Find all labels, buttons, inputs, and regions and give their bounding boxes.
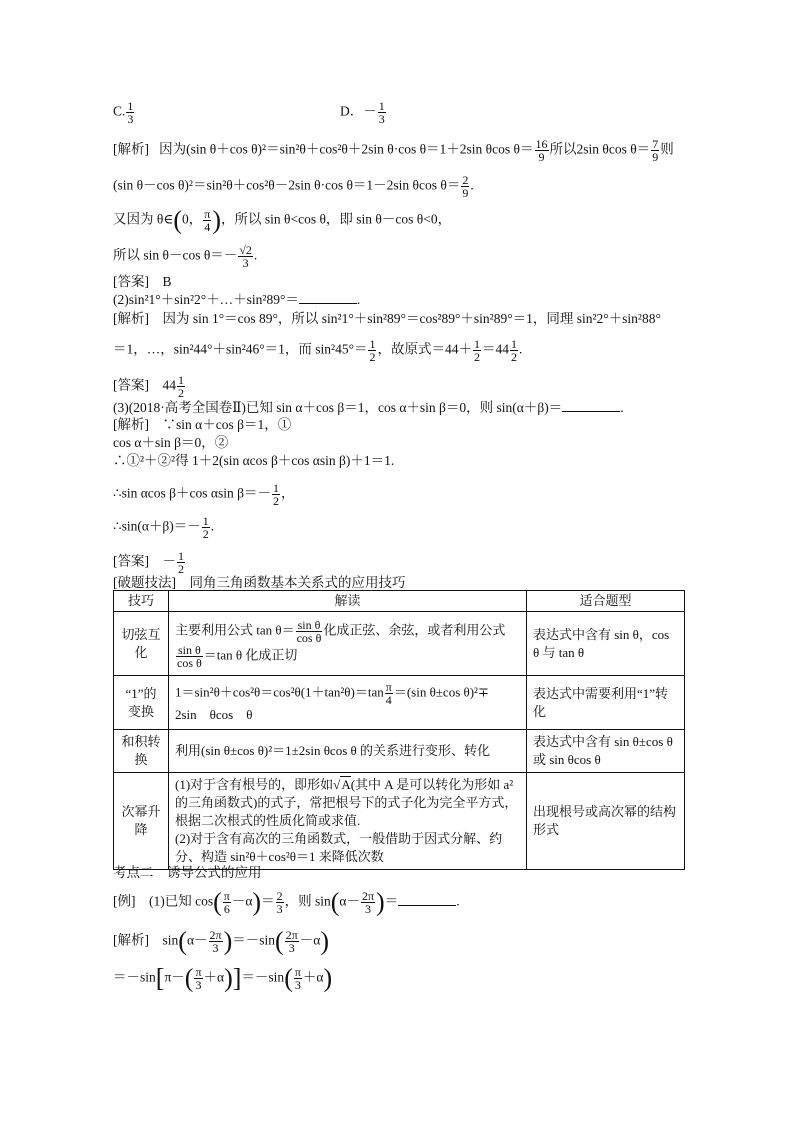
point2-example: [例] (1)已知 cos( $\frac{\pi}{6}$ －α)＝ $\frac{2}{3}$ ，则 sin(α－ $\frac{2\pi}{3}$ )＝ . xyxy=(113,887,460,917)
answer-tag: [答案] xyxy=(113,377,149,393)
ex2-analysis-line-2: ＝1，…，sin²44°＋sin²46°＝1，而 sin²45°＝ $\frac{1}{2}$ ，故原式＝44＋ $\frac{1}{2}$ ＝44 $\frac{1}{2}$ . xyxy=(113,337,523,364)
analysis-tag: [解析] xyxy=(113,141,149,157)
analysis-tag: [解析] xyxy=(113,932,149,948)
section-title: 考点二 诱导公式的应用 xyxy=(113,865,262,880)
table-row xyxy=(114,773,685,870)
ex2-analysis-line-1: [解析] 因为 sin 1°＝cos 89°，所以 sin²1°＋sin²89°＝cos²89°＋sin²89°＝1，同理 sin²2°＋sin²88° xyxy=(113,311,661,326)
point2-analysis-line-1: [解析] sin(α－ $\frac{2\pi}{3}$ )＝－sin( $\frac{2\pi}{3}$ －α) xyxy=(113,926,329,956)
tip-scope: 表达式中需要利用“1”转化 xyxy=(527,676,685,730)
answer-blank xyxy=(299,291,357,304)
ex2-answer: [答案] 44 $\frac{1}{2}$ xyxy=(113,373,184,400)
tip-name: 和积转换 xyxy=(114,730,169,773)
ex1-analysis-line-2: (sin θ－cos θ)²＝sin²θ＋cos²θ－2sin θ·cos θ＝1－2sin θcos θ＝ $\frac{2}{9}$ . xyxy=(113,173,474,200)
answer-blank xyxy=(562,399,620,412)
table-header-cell: 技巧 xyxy=(114,591,169,612)
option-c-label: C. xyxy=(113,103,126,119)
ex2-question: (2)sin²1°＋sin²2°＋…＋sin²89°＝ . xyxy=(113,292,361,307)
table-header-row xyxy=(114,591,685,612)
tip-description: 1＝sin²θ＋cos²θ＝cos²θ(1＋tan²θ)＝tan $\frac{\pi}{4}$ ＝(sin θ±cos θ)²∓ 2sin θcos θ xyxy=(169,676,527,730)
tip-description: (1)对于含有根号的，即形如√A(其中 A 是可以转化为形如 a² 的三角函数式)的式子，常把根号下的式子化为完全平方式，根据二次根式的性质化简或求值. (2)对于含有高次的三角函数式，一般借助于因式分解、约分、构造 sin²θ＋cos²θ＝1 来降低次数 xyxy=(169,773,527,870)
table-header-cell: 适合题型 xyxy=(527,591,685,612)
tip-scope: 出现根号或高次幂的结构形式 xyxy=(527,773,685,870)
table-header-cell: 解读 xyxy=(169,591,527,612)
option-c-fraction: $\frac{1}{3}$ xyxy=(127,99,134,126)
ex3-analysis-line-3: ∴①²＋②²得 1＋2(sin αcos β＋cos αsin β)＋1＝1. xyxy=(113,453,395,468)
tip-scope: 表达式中含有 sin θ±cos θ 或 sin θcos θ xyxy=(527,730,685,773)
tip-name: “1”的变换 xyxy=(114,676,169,730)
tips-table xyxy=(113,590,685,870)
answer-tag: [答案] xyxy=(113,274,149,289)
tip-scope: 表达式中含有 sin θ，cos θ 与 tan θ xyxy=(527,612,685,676)
analysis-tag: [解析] xyxy=(113,417,149,432)
tip-description: 利用(sin θ±cos θ)²＝1±2sin θcos θ 的关系进行变形、转化 xyxy=(169,730,527,773)
point2-analysis-line-2: ＝－sin[π－( $\frac{\pi}{3}$ ＋α)]＝－sin( $\frac{\pi}{3}$ ＋α) xyxy=(113,963,333,993)
option-d-label: D．－ xyxy=(340,103,377,119)
ex1-analysis-line-3: 又因为 θ∈(0， $\frac{\pi}{4}$ )，所以 sin θ<cos θ，即 sin θ－cos θ<0， xyxy=(113,205,452,235)
tip-description: 主要利用公式 tan θ＝ $\frac{\text{sin θ}}{\text{cos θ}}$ 化成正弦、余弦，或者利用公式 $\frac{\text{sin θ}}{\text{cos θ}}$ ＝tan θ 化成正切 xyxy=(169,612,527,676)
option-d xyxy=(340,100,387,125)
tip-name: 次幂升降 xyxy=(114,773,169,870)
option-d-fraction: $\frac{1}{3}$ xyxy=(378,99,385,126)
analysis-tag: [解析] xyxy=(113,311,149,326)
option-c xyxy=(113,100,135,125)
ex3-answer: [答案] － $\frac{1}{2}$ xyxy=(113,549,184,576)
answer-tag: [答案] xyxy=(113,553,149,569)
table-row xyxy=(114,676,685,730)
answer-blank xyxy=(398,893,456,906)
ex3-question: (3)(2018·高考全国卷Ⅱ)已知 sin α＋cos β＝1，cos α＋sin β＝0，则 sin(α＋β)＝ . xyxy=(113,400,624,415)
table-row xyxy=(114,730,685,773)
ex1-analysis-line-1: [解析] 因为(sin θ＋cos θ)²＝sin²θ＋cos²θ＋2sin θ·cos θ＝1＋2sin θcos θ＝ $\frac{16}{9}$ 所以2sin θcos θ＝ $\frac{7}{9}$ 则 xyxy=(113,137,674,164)
ex3-analysis-line-4: ∴sin αcos β＋cos αsin β＝－ $\frac{1}{2}$ ， xyxy=(113,481,295,508)
table-row xyxy=(114,612,685,676)
ex3-analysis-line-2: cos α＋sin β＝0，② xyxy=(113,435,229,450)
ex3-analysis-line-5: ∴sin(α＋β)＝－ $\frac{1}{2}$ . xyxy=(113,514,215,541)
tip-name: 切弦互化 xyxy=(114,612,169,676)
ex1-answer xyxy=(113,273,172,291)
answer-value: B xyxy=(162,274,172,289)
ex1-analysis-line-4: 所以 sin θ－cos θ＝－ $\frac{√2}{3}$ . xyxy=(113,243,258,270)
ex3-analysis-line-1: [解析] ∵sin α＋cos β＝1，① xyxy=(113,417,292,432)
tips-title: [破题技法] 同角三角函数基本关系式的应用技巧 xyxy=(113,575,406,590)
